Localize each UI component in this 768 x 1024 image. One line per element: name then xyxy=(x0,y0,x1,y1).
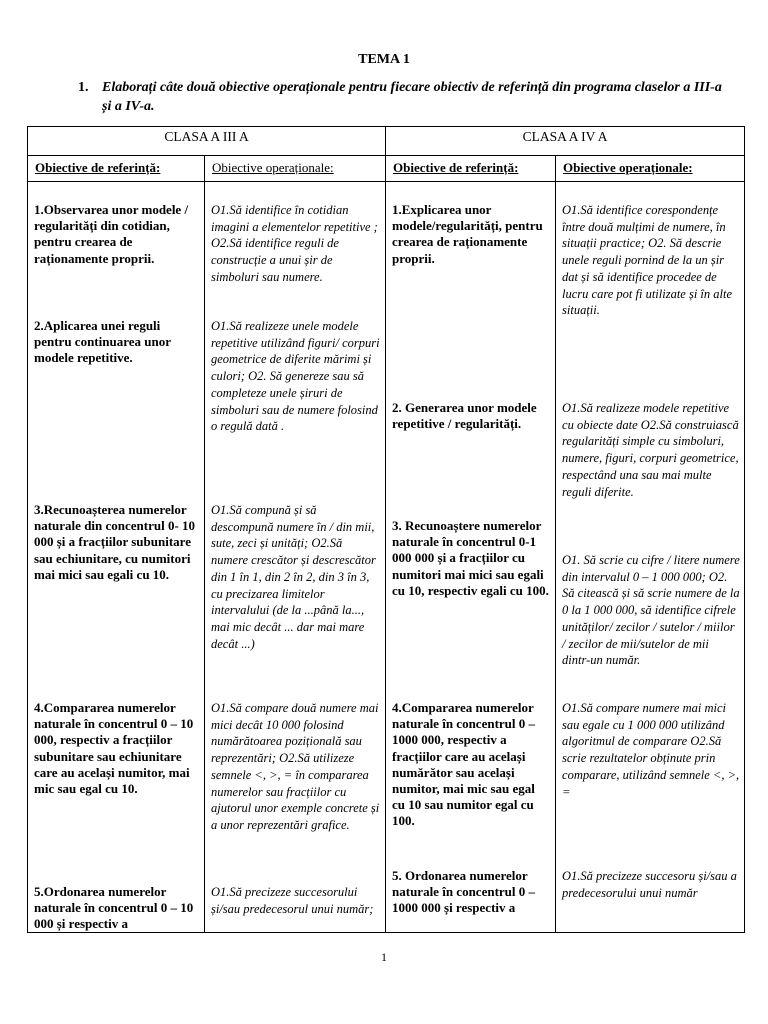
class4-ref-item: 1.Explicarea unor modele/regularități, pentru crearea de raționamente proprii. xyxy=(392,202,543,266)
class4-op-item: O1.Să identifice corespondențe între două mulțimi de numere, în situații practice; O2. Să descrie unele reguli pornind de la un șir dat și să identifice procedee de lucru care pot fi utilizate și în alte situații. xyxy=(562,203,733,318)
page-number: 1 xyxy=(381,950,387,964)
objectives-table xyxy=(27,126,745,933)
task-statement xyxy=(78,78,728,116)
document-title: TEMA 1 xyxy=(358,52,410,67)
class4-ref-header: Obiective de referință: xyxy=(386,156,556,182)
class3-ref-item: 1.Observarea unor modele / regularități din cotidian, pentru crearea de raționamente proprii. xyxy=(34,202,189,266)
class4-op-item: O1.Să realizeze modele repetitive cu obiecte date O2.Să construiască regularități simple cu simboluri, numere, figuri, corpuri geometrice, respectând una sau mai multe reguli diferite. xyxy=(562,401,739,499)
class3-op-item: O1.Să identifice în cotidian imagini a elementelor repetitive ; O2.Să identifice reguli de construcție a unui șir de simboluri sau numere. xyxy=(211,203,378,284)
class4-ref-item: 3. Recunoaștere numerelor naturale în concentrul 0-1 000 000 și a fracțiilor cu numitori mai mici sau egali cu 10, respectiv egali cu 100. xyxy=(392,518,549,598)
class4-ref-item: 4.Compararea numerelor naturale în concentrul 0 – 1000 000, respectiv a fracțiilor care au același numărător sau același numitor, mai mic sau egal cu 10 sau numitor egal cu 100. xyxy=(392,700,536,829)
class4-op-item: O1. Să scrie cu cifre / litere numere din intervalul 0 – 1 000 000; O2. Să citească și să scrie numere de la 0 la 1 000 000, să identifice cifrele unităților/ zecilor / sutelor / miilor / zecilor de mii/sutelor de mii dintr-un număr. xyxy=(562,553,740,668)
class4-op-item: O1.Să compare numere mai mici sau egale cu 1 000 000 utilizând algoritmul de comparare O2.Să scrie rezultatelor obținute prin comparare, utilizând semnele <, >, = xyxy=(562,701,740,799)
class3-header: CLASA A III A xyxy=(28,127,386,156)
class3-ref-item: 5.Ordonarea numerelor naturale în concentrul 0 – 10 000 și respectiv a xyxy=(34,884,194,932)
class4-header: CLASA A IV A xyxy=(386,127,745,156)
class3-ref-header: Obiective de referință: xyxy=(28,156,205,182)
class3-op-item: O1.Să compună și să descompună numere în / din mii, sute, zeci și unități; O2.Să numere crescător și descrescător din 1 în 1, din 2 în 2, din 3 în 3, cu precizarea limitelor intervalului (de la ...până la..., mai mic decât ... dar mai mare decât ...) xyxy=(211,503,376,651)
class3-op-item: O1.Să realizeze unele modele repetitive utilizând figuri/ corpuri geometrice de diferite mărimi și culori; O2. Să genereze sau să completeze unele șiruri de simboluri sau de numere folosind o regulă dată . xyxy=(211,319,380,434)
class3-op-item: O1.Să precizeze succesorului și/sau predecesorul unui număr; xyxy=(211,885,374,916)
class3-ref-item: 2.Aplicarea unei reguli pentru continuarea unor modele repetitive. xyxy=(34,318,171,366)
class4-op-item: O1.Să precizeze succesoru și/sau a predecesorului unui număr xyxy=(562,869,737,900)
class4-ref-column xyxy=(386,182,556,933)
class4-op-header: Obiective operaționale: xyxy=(556,156,745,182)
class3-ref-item: 3.Recunoașterea numerelor naturale din concentrul 0- 10 000 și a fracțiilor subunitare sau echiunitare, cu numitori mai mici sau egali cu 10. xyxy=(34,502,196,582)
class4-op-column xyxy=(556,182,745,933)
class3-ref-item: 4.Compararea numerelor naturale în concentrul 0 – 10 000, respectiv a fracțiilor subunitare sau echiunitare care au același numitor, mai mic sau egal cu 10. xyxy=(34,700,194,797)
class4-ref-item: 2. Generarea unor modele repetitive / regularități. xyxy=(392,400,537,432)
class3-op-item: O1.Să compare două numere mai mici decât 10 000 folosind numărătoarea pozițională sau reprezentări; O2.Să utilizeze semnele <, >, = în compararea numerelor sau fracțiilor cu ajutorul unor exemple concrete și a unor reprezentări grafice. xyxy=(211,701,380,832)
class3-op-header: Obiective operaționale: xyxy=(205,156,386,182)
task-text: Elaborați câte două obiective operaționale pentru fiecare obiectiv de referință din programa claselor a III-a și a IV-a. xyxy=(102,80,722,114)
class3-op-column xyxy=(205,182,386,933)
task-number: 1. xyxy=(78,80,89,95)
class4-ref-item: 5. Ordonarea numerelor naturale în concentrul 0 – 1000 000 și respectiv a xyxy=(392,868,536,916)
class3-ref-column xyxy=(28,182,205,933)
